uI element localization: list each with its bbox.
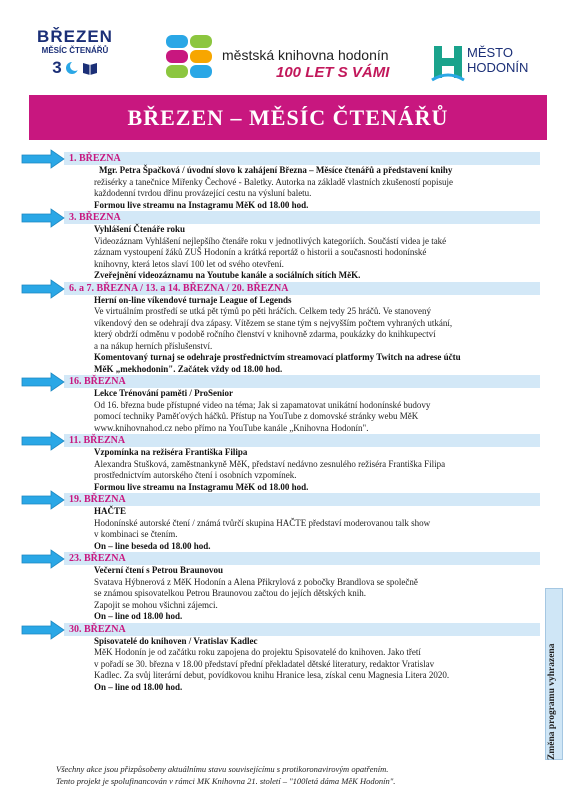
event-item — [64, 623, 540, 694]
arrow-right-icon — [21, 372, 65, 392]
event-description-line: www.knihovnahod.cz nebo přímo na YouTube kanále „Knihovna Hodonín". — [94, 422, 369, 433]
event-date: 6. a 7. BŘEZNA / 13. a 14. BŘEZNA / 20. BŘEZNA — [64, 282, 540, 295]
event-schedule: On – line beseda od 18.00 hod. — [94, 540, 211, 551]
moon-icon — [65, 61, 79, 75]
event-description-line: záznam vystoupení žáků ZUŠ Hodonín a krátká reportáž o historii a současnosti hodonínské — [94, 247, 427, 257]
event-description-line: v pořadí se 30. března v 18.00 představí přední překladatel dětské literatury, redaktor Vratislav — [94, 658, 435, 669]
event-item — [64, 211, 540, 282]
brezen-logo — [35, 28, 115, 77]
brezen-logo-subtitle: MĚSÍC ČTENÁŘŮ — [41, 46, 109, 55]
event-date: 11. BŘEZNA — [64, 434, 540, 447]
event-description-line: každodenní tvrdou dřinu provázející cestu na výsluní baletu. — [94, 188, 312, 198]
event-title: Večerní čtení s Petrou Braunovou — [94, 565, 223, 575]
event-description-line: Svatava Hýbnerová z MěK Hodonín a Alena Přikrylová z pobočky Brandlova se společně — [94, 576, 418, 587]
event-description-line: pomocí techniky Paměťových háčků. Přístup na YouTube z domovské stránky webu MěK — [94, 411, 419, 421]
event-title: Vzpomínka na režiséra Františka Filipa — [94, 447, 248, 457]
event-description-line: Ve virtuálním prostředí se utká pět týmů po pěti hráčích. Celkem tedy 25 hráčů. Ve stanovený — [94, 306, 431, 316]
event-description-line: Alexandra Stušková, zaměstnankyně MěK, představí nedávno zesnulého režiséra Františka Filipa — [94, 458, 446, 469]
event-title: Vyhlášení Čtenáře roku — [94, 224, 186, 234]
arrow-right-icon — [21, 549, 65, 569]
brezen-logo-number: 3 — [52, 58, 62, 77]
event-date: 1. BŘEZNA — [64, 152, 540, 165]
brezen-logo-title: BŘEZEN — [37, 27, 113, 46]
arrow-right-icon — [21, 490, 65, 510]
header — [0, 0, 570, 95]
footnote: Tento projekt je spolufinancován v rámci MK Knihovna 21. století – "100letá dáma MěK Hodonín". — [56, 775, 396, 786]
library-name: městská knihovna hodonín — [222, 47, 389, 63]
footnote: Všechny akce jsou přizpůsobeny aktuálnímu stavu souvisejícímu s protikoronavirovým opatřením. — [56, 764, 389, 774]
event-item — [64, 434, 540, 493]
event-item — [64, 152, 540, 211]
event-schedule: Formou live streamu na Instagramu MěK od 18.00 hod. — [94, 481, 309, 492]
arrow-right-icon — [21, 279, 65, 299]
event-schedule: Zveřejnění videozáznamu na Youtube kanále a sociálních sítích MěK. — [94, 270, 361, 280]
event-description-line: knihovny, která letos slaví 100 let od svého otevření. — [94, 258, 284, 269]
event-date: 23. BŘEZNA — [64, 552, 540, 565]
event-item — [64, 375, 540, 434]
event-title: Herní on-line víkendové turnaje League of Legends — [94, 294, 292, 305]
event-description-line: režisérky a tanečnice Miřenky Čechové - Baletky. Autorka na základě vlastních zkušeností popisuje — [94, 176, 454, 187]
event-description-line: v kombinaci se čtením. — [94, 529, 178, 539]
event-title: Lekce Trénování paměti / ProSenior — [94, 388, 233, 398]
event-description-line: MěK Hodonín je od začátku roku zapojena do projektu Spisovatelé do knihoven. Jako třetí — [94, 647, 421, 657]
event-title: Mgr. Petra Špačková / úvodní slovo k zahájení Března – Měsíce čtenářů a představení knihy — [99, 165, 453, 175]
arrow-right-icon — [21, 431, 65, 451]
event-description-line: Kadlec. Za svůj literární debut, povídkovou knihu Hranice lesa, získal cenu Magnesia Litera 2020. — [94, 670, 450, 680]
event-date: 16. BŘEZNA — [64, 375, 540, 388]
event-title: HAČTE — [94, 506, 127, 516]
event-item — [64, 552, 540, 623]
event-description-line: víkendový den se odehrají dva zápasy. Vítězem se stane tým s nejvyšším počtem vyhraných utkání, — [94, 317, 453, 328]
event-schedule: MěK „mekhodonin". Začátek vždy od 18.00 hod. — [94, 363, 283, 374]
event-date: 19. BŘEZNA — [64, 493, 540, 506]
event-schedule: Formou live streamu na Instagramu MěK od 18.00 hod. — [94, 199, 309, 210]
event-description-line: Od 16. března bude přístupné video na téma; Jak si zapamatovat unikátní hodonínské budovy — [94, 399, 431, 410]
event-schedule: Komentovaný turnaj se odehraje prostřednictvím streamovací platformy Twitch na adrese účtu — [94, 352, 461, 362]
event-date: 30. BŘEZNA — [64, 623, 540, 636]
page-title: BŘEZEN – MĚSÍC ČTENÁŘŮ — [127, 104, 449, 130]
event-item — [64, 493, 540, 552]
event-description-line: se známou spisovatelkou Petrou Braunovou začtou do jejích dětských knih. — [94, 588, 366, 598]
arrow-right-icon — [21, 149, 65, 169]
event-description-line: prostřednictvím autorského čtení i osobních vzpomínek. — [94, 470, 297, 480]
city-name-line1: MĚSTO — [467, 45, 513, 60]
city-name — [467, 45, 528, 75]
footnotes — [56, 764, 536, 787]
book-icon — [82, 61, 98, 75]
event-item — [64, 282, 540, 376]
event-description-line: který obdrží odměnu v podobě ročního členství v knihovně zdarma, poukázky do knihkupectví — [94, 329, 436, 339]
title-banner — [29, 95, 547, 140]
event-list — [64, 152, 540, 693]
event-schedule: On – line od 18.00 hod. — [94, 611, 183, 621]
event-description-line: a na nákup herních příslušenství. — [94, 340, 213, 351]
arrow-right-icon — [21, 620, 65, 640]
event-description-line: Zapojit se mohou všichni zájemci. — [94, 599, 218, 610]
side-note: Změna programu vyhrazena — [547, 643, 557, 760]
library-slogan: 100 LET S VÁMI — [276, 64, 390, 81]
event-title: Spisovatelé do knihoven / Vratislav Kadlec — [94, 635, 258, 646]
event-date: 3. BŘEZNA — [64, 211, 540, 224]
arrow-right-icon — [21, 208, 65, 228]
event-schedule: On – line od 18.00 hod. — [94, 681, 183, 692]
city-crest-icon — [430, 40, 466, 84]
mkh-logo-mark-icon — [164, 33, 214, 81]
city-name-line2: HODONÍN — [467, 60, 529, 75]
event-description-line: Videozáznam Vyhlášení nejlepšího čtenáře roku v jednotlivých kategoriích. Součástí videa je také — [94, 235, 447, 246]
event-description-line: Hodonínské autorské čtení / známá tvůrčí skupina HAČTE představí moderovanou talk show — [94, 517, 431, 528]
